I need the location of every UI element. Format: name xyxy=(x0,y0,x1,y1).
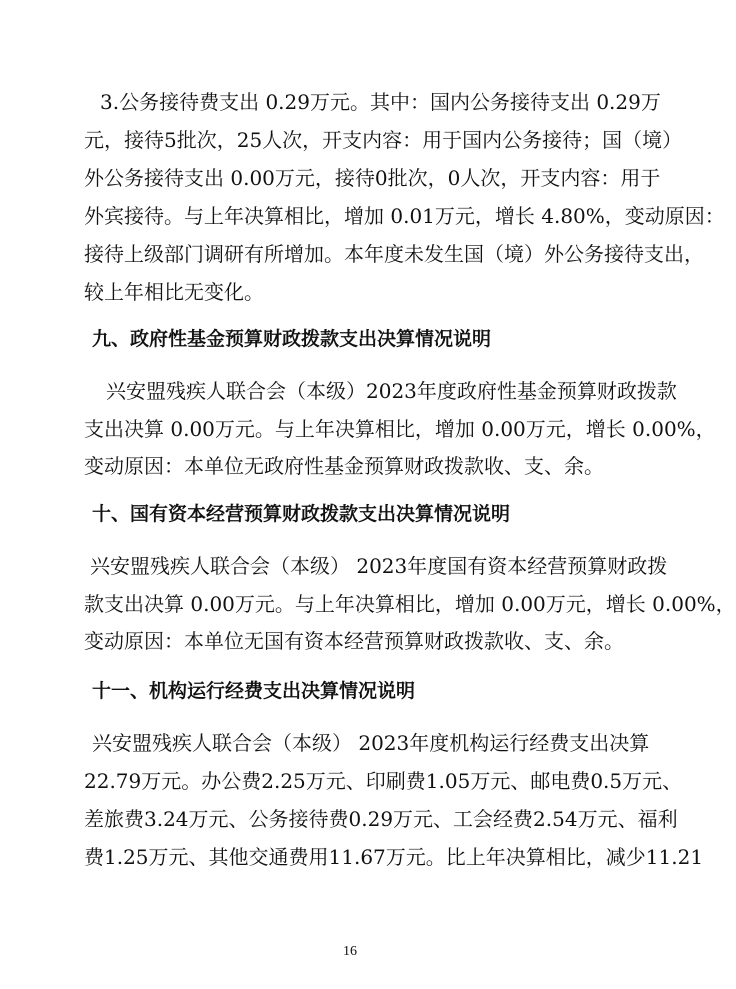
paragraph-line: 支出决算 0.00万元。与上年决算相比，增加 0.00万元，增长 0.00%， xyxy=(84,417,716,441)
paragraph-line: 外宾接待。与上年决算相比，增加 0.01万元，增长 4.80%，变动原因： xyxy=(84,204,725,228)
paragraph-line: 变动原因：本单位无政府性基金预算财政拨款收、支、余。 xyxy=(84,454,604,478)
paragraph-line: 3.公务接待费支出 0.29万元。其中：国内公务接待支出 0.29万 xyxy=(100,90,661,114)
paragraph-line: 22.79万元。办公费2.25万元、印刷费1.05万元、邮电费0.5万元、 xyxy=(84,769,683,793)
section-heading-11: 十一、机构运行经费支出决算情况说明 xyxy=(92,680,416,702)
paragraph-line: 兴安盟残疾人联合会（本级） 2023年度国有资本经营预算财政拨 xyxy=(90,554,668,578)
paragraph-line: 差旅费3.24万元、公务接待费0.29万元、工会经费2.54万元、福利 xyxy=(84,807,678,831)
paragraph-line: 外公务接待支出 0.00万元，接待0批次，0人次，开支内容：用于 xyxy=(84,166,661,190)
paragraph-line: 元，接待5批次，25人次，开支内容：用于国内公务接待；国（境） xyxy=(84,128,683,152)
paragraph-line: 费1.25万元、其他交通费用11.67万元。比上年决算相比，减少11.21 xyxy=(84,845,704,869)
paragraph-line: 较上年相比无变化。 xyxy=(84,280,264,304)
paragraph-line: 款支出决算 0.00万元。与上年决算相比，增加 0.00万元，增长 0.00%， xyxy=(84,592,736,616)
paragraph-line: 兴安盟残疾人联合会（本级）2023年度政府性基金预算财政拨款 xyxy=(106,379,677,403)
paragraph-line: 兴安盟残疾人联合会（本级） 2023年度机构运行经费支出决算 xyxy=(92,731,650,755)
section-heading-9: 九、政府性基金预算财政拨款支出决算情况说明 xyxy=(92,328,492,350)
page-number: 16 xyxy=(343,944,357,959)
paragraph-line: 变动原因：本单位无国有资本经营预算财政拨款收、支、余。 xyxy=(84,629,624,653)
paragraph-line: 接待上级部门调研有所增加。本年度未发生国（境）外公务接待支出， xyxy=(84,242,704,266)
section-heading-10: 十、国有资本经营预算财政拨款支出决算情况说明 xyxy=(92,503,511,525)
